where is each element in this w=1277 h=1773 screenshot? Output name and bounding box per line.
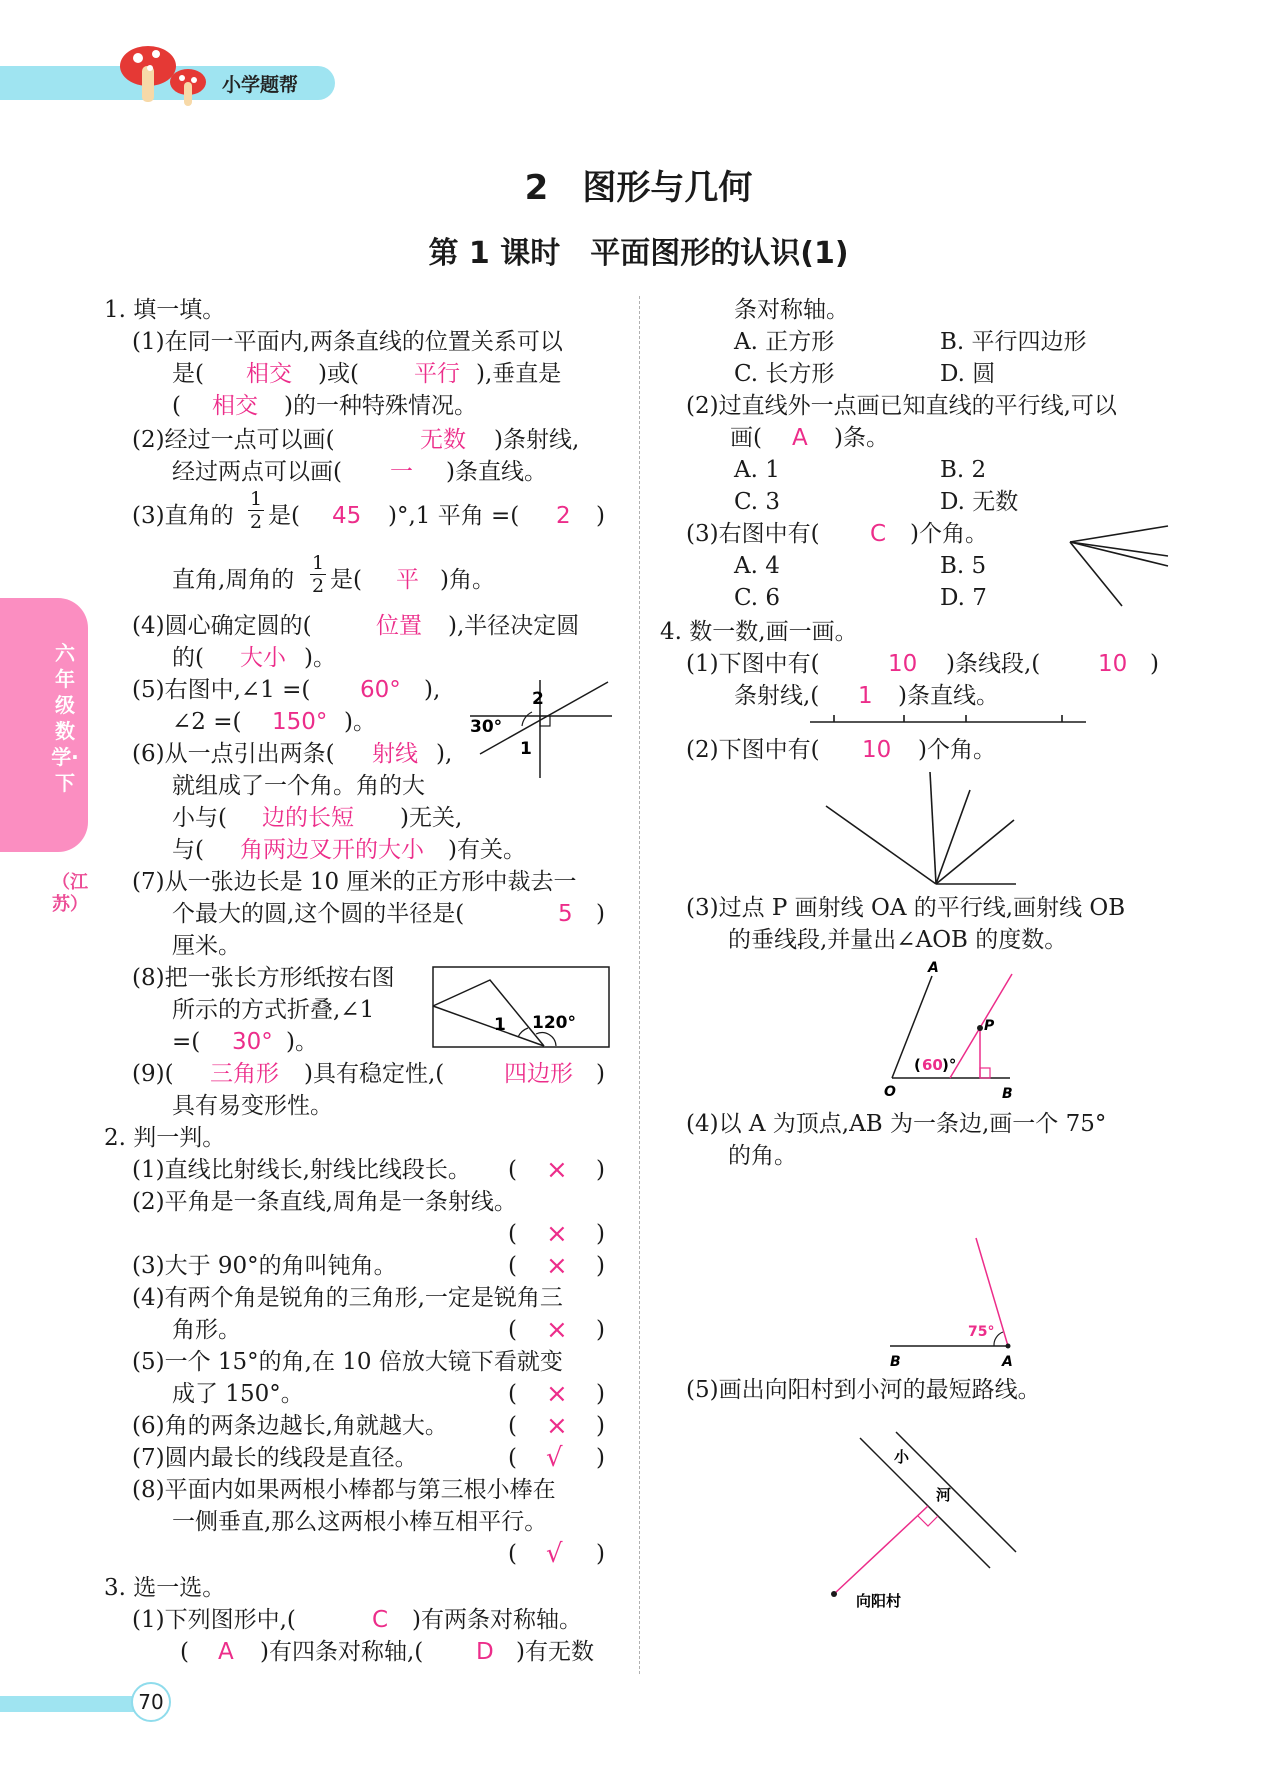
text: (1)下列图形中,( bbox=[132, 1607, 296, 1633]
fraction-numerator: 1 bbox=[311, 552, 325, 574]
text: ) bbox=[1150, 651, 1159, 677]
paren: ( bbox=[508, 1541, 517, 1567]
angle-answer: 60 bbox=[922, 1056, 943, 1074]
judge-item: (3)大于 90°的角叫钝角。 bbox=[132, 1253, 397, 1279]
angles-fan-figure bbox=[820, 770, 1020, 890]
answer-text: A bbox=[218, 1639, 234, 1665]
judge-mark: √ bbox=[546, 1539, 563, 1569]
point-label-O: O bbox=[884, 1084, 896, 1100]
fraction-half bbox=[310, 552, 326, 597]
judge-mark: × bbox=[546, 1251, 568, 1281]
text: (2)过直线外一点画已知直线的平行线,可以 bbox=[686, 393, 1117, 419]
q2-head: 2. 判一判。 bbox=[104, 1125, 226, 1151]
answer-text: 45 bbox=[332, 503, 362, 529]
text: (5)右图中,∠1 =( bbox=[132, 677, 311, 703]
answer-text: 2 bbox=[556, 503, 571, 529]
fraction-numerator: 1 bbox=[249, 488, 263, 510]
text: ) bbox=[596, 1061, 605, 1087]
paren: ( bbox=[508, 1253, 517, 1279]
text: )条。 bbox=[834, 425, 889, 451]
text: (3)过点 P 画射线 OA 的平行线,画射线 OB bbox=[686, 895, 1126, 921]
answer-text: 平行 bbox=[414, 361, 460, 387]
q3-head: 3. 选一选。 bbox=[104, 1575, 226, 1601]
text: )的一种特殊情况。 bbox=[284, 393, 477, 419]
option: D. 7 bbox=[940, 585, 987, 611]
point-label-A: A bbox=[928, 960, 939, 976]
judge-mark: √ bbox=[546, 1443, 563, 1473]
text: )角。 bbox=[440, 567, 495, 593]
side-tab-grade: 六年级数学·下 bbox=[51, 641, 79, 795]
text: )条射线, bbox=[494, 427, 580, 453]
judge-mark: × bbox=[546, 1379, 568, 1409]
page-number: 70 bbox=[131, 1682, 171, 1722]
intersecting-lines-figure bbox=[460, 678, 620, 784]
text: 条对称轴。 bbox=[734, 297, 849, 323]
text: )或( bbox=[318, 361, 359, 387]
judge-mark: × bbox=[546, 1315, 568, 1345]
answer-text: 相交 bbox=[212, 393, 258, 419]
river-village-figure bbox=[820, 1428, 1020, 1618]
judge-item: (5)一个 15°的角,在 10 倍放大镜下看就变 bbox=[132, 1349, 563, 1375]
text: ),垂直是 bbox=[476, 361, 562, 387]
paren: ) bbox=[596, 1381, 605, 1407]
paren: ( bbox=[508, 1413, 517, 1439]
answer-text: 10 bbox=[1098, 651, 1128, 677]
angle-label-1: 1 bbox=[520, 739, 532, 759]
text: )°,1 平角 =( bbox=[388, 503, 520, 529]
text: 与( bbox=[172, 837, 204, 863]
answer-text: 边的长短 bbox=[262, 805, 354, 831]
answer-text: 60° bbox=[360, 677, 401, 703]
text: ( bbox=[172, 393, 181, 419]
judge-item: (1)直线比射线长,射线比线段长。 bbox=[132, 1157, 471, 1183]
text: ∠2 =( bbox=[172, 709, 242, 735]
unit-title: 2 图形与几何 bbox=[524, 168, 753, 208]
answer-text: 平 bbox=[396, 567, 419, 593]
option: B. 平行四边形 bbox=[940, 329, 1087, 355]
answer-text: 大小 bbox=[240, 645, 286, 671]
answer-text: 1 bbox=[858, 683, 873, 709]
text: 的( bbox=[172, 645, 204, 671]
judge-item: 一侧垂直,那么这两根小棒互相平行。 bbox=[172, 1509, 548, 1535]
paren: ( bbox=[508, 1317, 517, 1343]
paren: ) bbox=[596, 1413, 605, 1439]
option: D. 圆 bbox=[940, 361, 996, 387]
text: 小与( bbox=[172, 805, 227, 831]
side-tab-region: （江苏） bbox=[52, 872, 88, 915]
river-label-1: 小 bbox=[894, 1448, 910, 1466]
option: A. 1 bbox=[734, 457, 780, 483]
text: )有关。 bbox=[448, 837, 526, 863]
river-label-2: 河 bbox=[936, 1486, 952, 1504]
option: D. 无数 bbox=[940, 489, 1019, 515]
answer-text: 10 bbox=[888, 651, 918, 677]
paren: ( bbox=[508, 1157, 517, 1183]
text: 是( bbox=[268, 503, 300, 529]
angle-label-2: 2 bbox=[532, 689, 544, 709]
angle-75-figure bbox=[884, 1232, 1024, 1372]
paren: ) bbox=[596, 1157, 605, 1183]
folded-paper-figure bbox=[432, 966, 612, 1050]
text: )。 bbox=[286, 1029, 318, 1055]
text: )个角。 bbox=[918, 737, 996, 763]
judge-mark: × bbox=[546, 1155, 568, 1185]
text: ), bbox=[424, 677, 441, 703]
text: (4)圆心确定圆的( bbox=[132, 613, 312, 639]
text: (9)( bbox=[132, 1061, 174, 1087]
fraction-denominator: 2 bbox=[249, 511, 263, 533]
answer-text: 射线 bbox=[372, 741, 418, 767]
text: )个角。 bbox=[910, 521, 988, 547]
judge-mark: × bbox=[546, 1411, 568, 1441]
text: 画( bbox=[730, 425, 762, 451]
text: (4)以 A 为顶点,AB 为一条边,画一个 75° bbox=[686, 1111, 1107, 1137]
q1-head: 1. 填一填。 bbox=[104, 297, 226, 323]
text: (7)从一张边长是 10 厘米的正方形中裁去一 bbox=[132, 869, 577, 895]
answer-text: 位置 bbox=[376, 613, 422, 639]
text: 条射线,( bbox=[734, 683, 820, 709]
answer-text: 30° bbox=[232, 1029, 273, 1055]
village-label: 向阳村 bbox=[856, 1592, 902, 1610]
answer-text: 角两边叉开的大小 bbox=[240, 837, 424, 863]
option: C. 3 bbox=[734, 489, 781, 515]
fraction-half bbox=[248, 488, 264, 533]
judge-item: (4)有两个角是锐角的三角形,一定是锐角三 bbox=[132, 1285, 563, 1311]
paren: ( bbox=[508, 1445, 517, 1471]
paren: ) bbox=[596, 1541, 605, 1567]
mushroom-icon bbox=[110, 36, 220, 112]
judge-item: (2)平角是一条直线,周角是一条射线。 bbox=[132, 1189, 517, 1215]
text: ) bbox=[596, 503, 605, 529]
paren: ) bbox=[596, 1317, 605, 1343]
option: B. 2 bbox=[940, 457, 987, 483]
answer-text: A bbox=[792, 425, 808, 451]
text: (3)直角的 bbox=[132, 503, 234, 529]
paren: ( bbox=[508, 1221, 517, 1247]
brand-label: 小学题帮 bbox=[222, 74, 299, 96]
answer-text: 四边形 bbox=[504, 1061, 573, 1087]
text: (6)从一点引出两条( bbox=[132, 741, 335, 767]
text: 是( bbox=[330, 567, 362, 593]
angle-paren-close: )° bbox=[942, 1056, 957, 1074]
text: 经过两点可以画( bbox=[172, 459, 342, 485]
parallel-perpendicular-figure bbox=[870, 958, 1030, 1108]
text: )条直线。 bbox=[446, 459, 547, 485]
point-label-B: B bbox=[890, 1354, 901, 1370]
text: 就组成了一个角。角的大 bbox=[172, 773, 425, 799]
column-divider bbox=[639, 296, 640, 1674]
judge-mark: × bbox=[546, 1219, 568, 1249]
point-label-A: A bbox=[1002, 1354, 1013, 1370]
text: 所示的方式折叠,∠1 bbox=[172, 997, 375, 1023]
paren: ( bbox=[508, 1381, 517, 1407]
text: 个最大的圆,这个圆的半径是( bbox=[172, 901, 465, 927]
point-label-P: P bbox=[984, 1018, 995, 1034]
text: )。 bbox=[344, 709, 376, 735]
text: )有四条对称轴,( bbox=[260, 1639, 424, 1665]
text: )。 bbox=[304, 645, 336, 671]
angle-paren-open: ( bbox=[914, 1056, 921, 1074]
q1-1-line1: (1)在同一平面内,两条直线的位置关系可以 bbox=[132, 329, 563, 355]
option: B. 5 bbox=[940, 553, 987, 579]
answer-text: 10 bbox=[862, 737, 892, 763]
text: =( bbox=[172, 1029, 201, 1055]
text: ) bbox=[596, 901, 605, 927]
paren: ) bbox=[596, 1445, 605, 1471]
q4-head: 4. 数一数,画一画。 bbox=[660, 619, 858, 645]
answer-text: 5 bbox=[558, 901, 573, 927]
angle-label-75: 75° bbox=[968, 1324, 995, 1340]
answer-text: 三角形 bbox=[210, 1061, 279, 1087]
paren: ) bbox=[596, 1253, 605, 1279]
judge-item: (8)平面内如果两根小棒都与第三根小棒在 bbox=[132, 1477, 556, 1503]
judge-item: (6)角的两条边越长,角就越大。 bbox=[132, 1413, 448, 1439]
answer-text: C bbox=[372, 1607, 389, 1633]
text: )条直线。 bbox=[898, 683, 999, 709]
option: C. 6 bbox=[734, 585, 781, 611]
answer-text: 一 bbox=[390, 459, 413, 485]
lesson-title: 第 1 课时 平面图形的认识(1) bbox=[428, 236, 849, 271]
text: (2)经过一点可以画( bbox=[132, 427, 335, 453]
text: (2)下图中有( bbox=[686, 737, 820, 763]
answer-text: C bbox=[870, 521, 887, 547]
rays-angle-figure bbox=[1064, 522, 1174, 608]
judge-item: (7)圆内最长的线段是直径。 bbox=[132, 1445, 418, 1471]
answer-text: 相交 bbox=[246, 361, 292, 387]
angle-label-120: 120° bbox=[532, 1013, 576, 1033]
angle-label-30: 30° bbox=[470, 717, 503, 737]
text: )无关, bbox=[400, 805, 463, 831]
text: 厘米。 bbox=[172, 933, 241, 959]
judge-item: 成了 150°。 bbox=[172, 1381, 304, 1407]
text: 是( bbox=[172, 361, 204, 387]
fraction-denominator: 2 bbox=[311, 575, 325, 597]
paren: ) bbox=[596, 1221, 605, 1247]
answer-text: D bbox=[476, 1639, 494, 1665]
text: 具有易变形性。 bbox=[172, 1093, 333, 1119]
text: )具有稳定性,( bbox=[304, 1061, 445, 1087]
answer-text: 无数 bbox=[420, 427, 466, 453]
text: 的垂线段,并量出∠AOB 的度数。 bbox=[728, 927, 1068, 953]
text: (1)下图中有( bbox=[686, 651, 820, 677]
answer-text: 150° bbox=[272, 709, 328, 735]
text: ), bbox=[436, 741, 453, 767]
text: 直角,周角的 bbox=[172, 567, 295, 593]
text: (5)画出向阳村到小河的最短路线。 bbox=[686, 1377, 1041, 1403]
text: ( bbox=[180, 1639, 189, 1665]
angle-label-1: 1 bbox=[494, 1015, 506, 1035]
point-label-B: B bbox=[1002, 1086, 1013, 1102]
text: )条线段,( bbox=[946, 651, 1041, 677]
text: )有无数 bbox=[516, 1639, 594, 1665]
text: )有两条对称轴。 bbox=[412, 1607, 582, 1633]
judge-item: 角形。 bbox=[172, 1317, 241, 1343]
line-with-points-figure bbox=[810, 712, 1090, 732]
option: C. 长方形 bbox=[734, 361, 835, 387]
text: ),半径决定圆 bbox=[448, 613, 580, 639]
option: A. 正方形 bbox=[734, 329, 835, 355]
text: (8)把一张长方形纸按右图 bbox=[132, 965, 395, 991]
text: 的角。 bbox=[728, 1143, 797, 1169]
footer-bar bbox=[0, 1696, 135, 1712]
text: (3)右图中有( bbox=[686, 521, 820, 547]
option: A. 4 bbox=[734, 553, 780, 579]
